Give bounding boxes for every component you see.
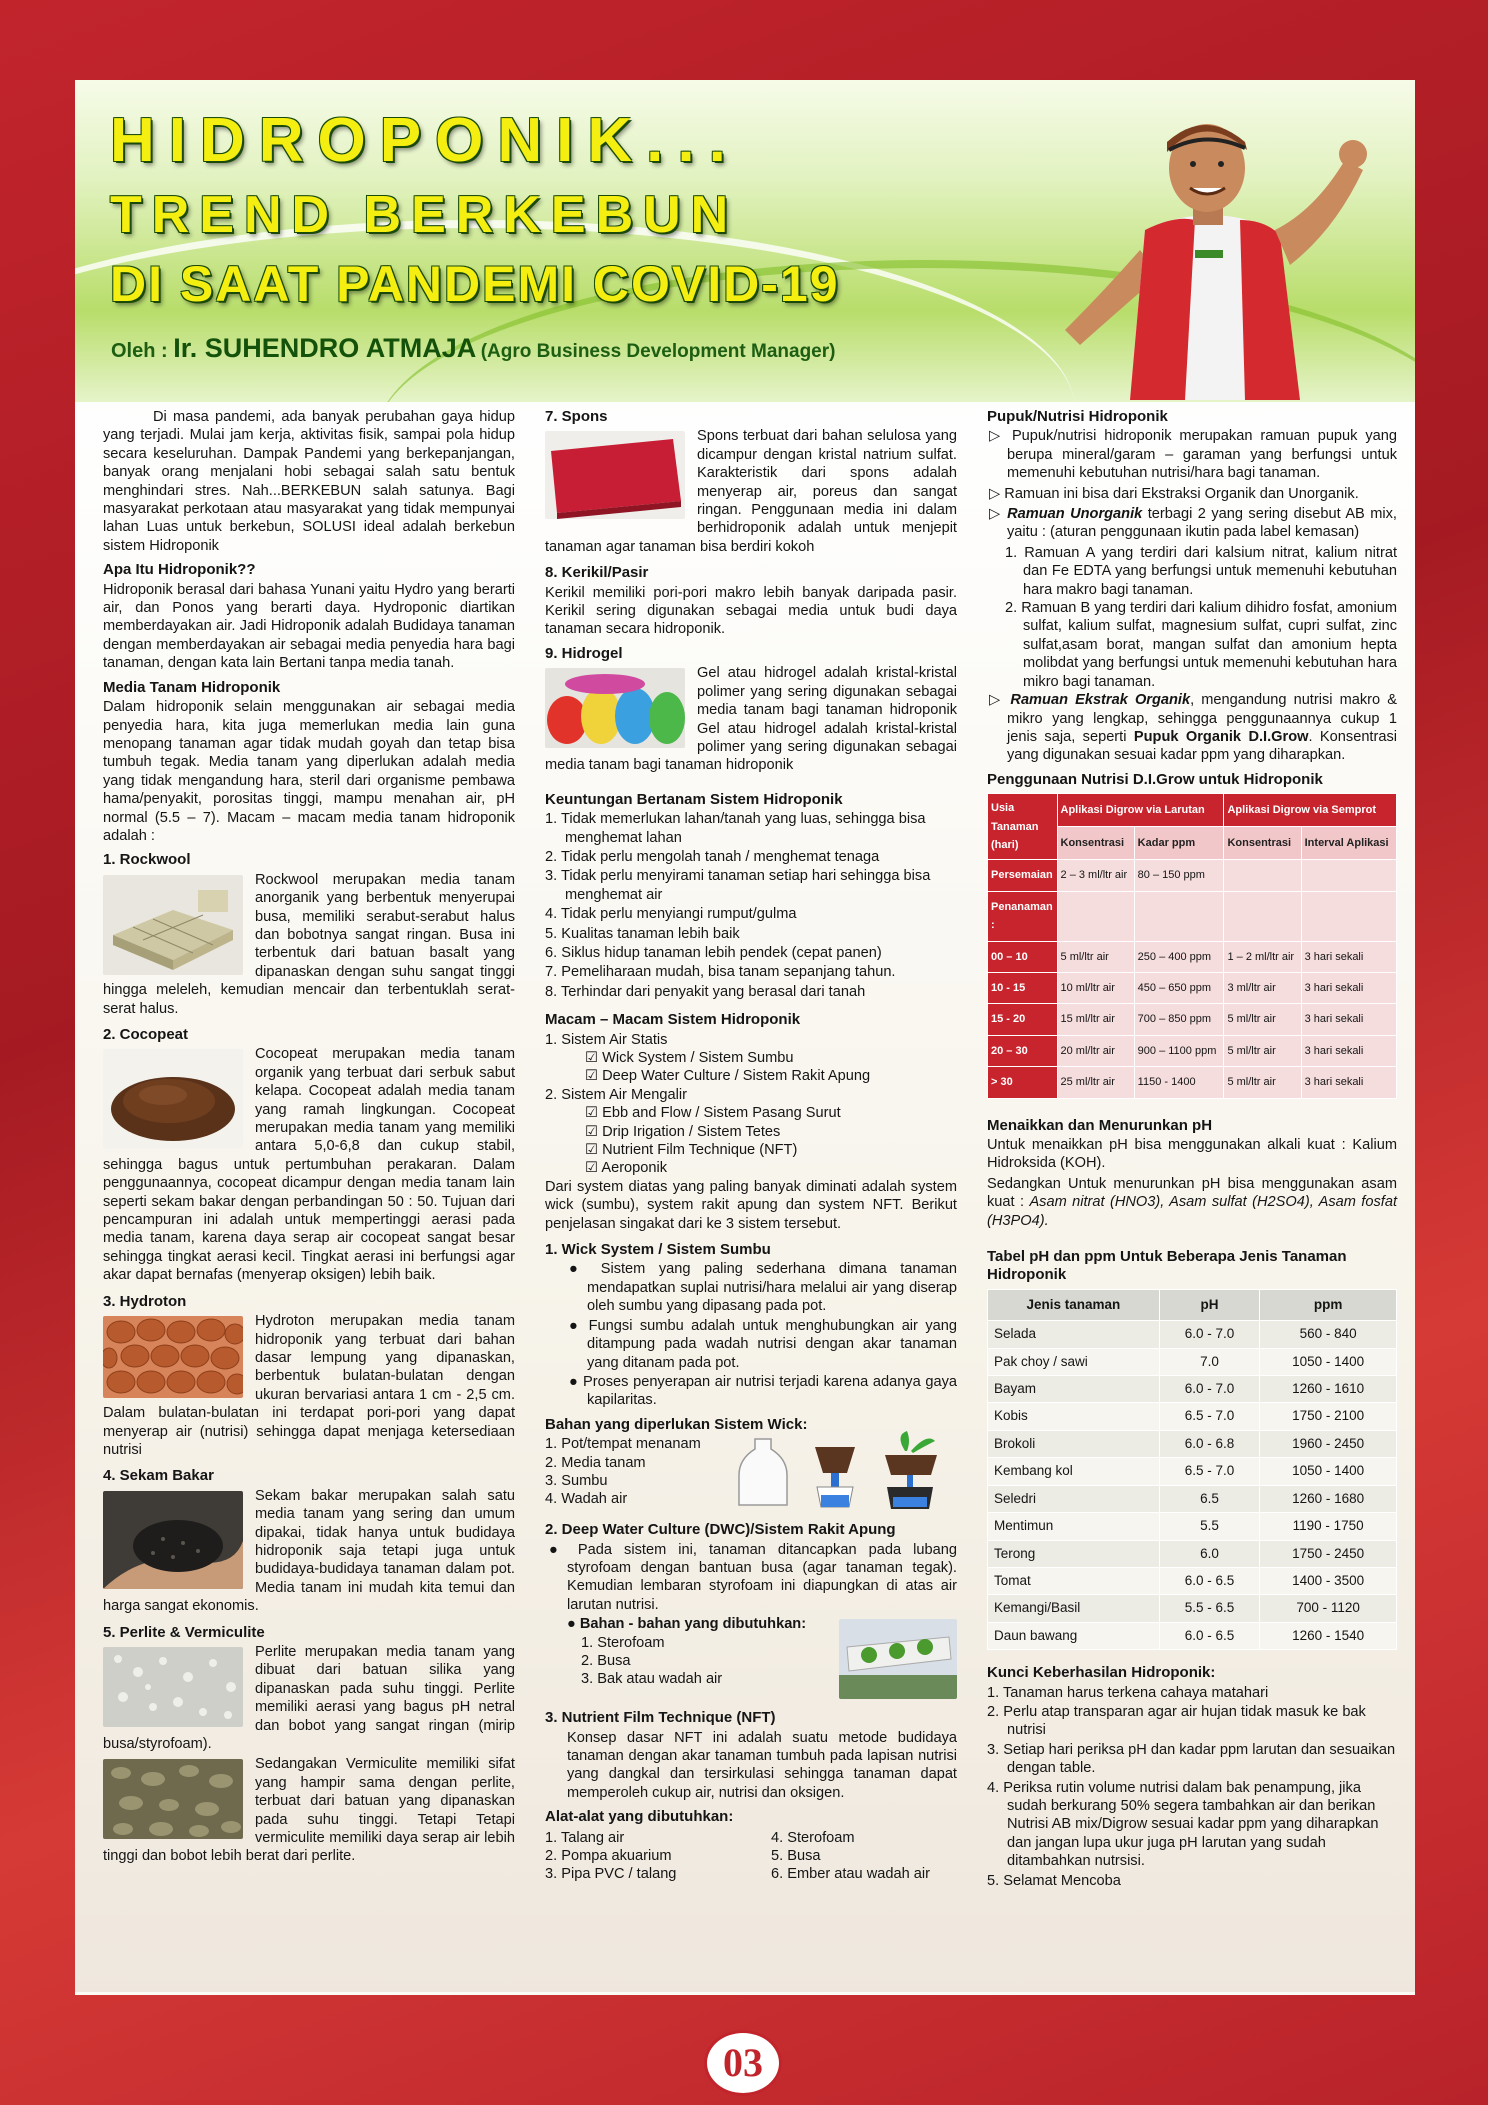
- cell: 5 ml/ltr air: [1224, 1067, 1301, 1098]
- table-row: [988, 860, 1397, 891]
- perlite-paragraph: Perlite merupakan media tanam yang dibuat dari batuan silika yang dipanaskan pada suhu tinggi. Perlite memiliki aerasi yang bagus pH netral dan bobot yang sangat ringan (mirip busa/styrofoam).: [103, 1644, 515, 1753]
- list-item: 1. Sterofoam: [581, 1634, 665, 1651]
- arrow-icon: ▷: [989, 428, 1012, 445]
- cell: 5 ml/ltr air: [1057, 941, 1134, 972]
- table-row: [988, 972, 1397, 1003]
- perlite-image: [103, 1647, 243, 1727]
- column-3: [987, 408, 1397, 1891]
- cell: 700 – 850 ppm: [1134, 1004, 1224, 1035]
- arrow-icon: ▷: [989, 692, 1011, 709]
- cell: Pak choy / sawi: [988, 1348, 1160, 1375]
- list-item: [987, 485, 1397, 503]
- spons-image: [545, 431, 685, 519]
- list-item: 2. Ramuan B yang terdiri dari kalium dihidro fosfat, amonium sulfat, kalium sulfat, magnesium sulfat, cupri sulfat, zinc sulfat,asam borat, mangan sulfat dan amonium hepta molibdat yang berfungsi untuk memenuhi kebutuhan hara mikro bagi tanaman.: [1005, 600, 1397, 690]
- table-row: [988, 1403, 1397, 1430]
- heading-dwc: 2. Deep Water Culture (DWC)/Sistem Rakit Apung: [545, 1521, 896, 1539]
- cell: 1750 - 2450: [1260, 1540, 1397, 1567]
- list-item-label: Aeroponik: [601, 1160, 668, 1177]
- heading-hydroton: 3. Hydroton: [103, 1292, 187, 1310]
- macam-paragraph: Dari system diatas yang paling banyak diminati adalah system wick (sumbu), system rakit apung dan system NFT. Berikut penjelasan singakat dari ke 3 sistem tersebut.: [545, 1178, 957, 1232]
- table-row: [988, 1540, 1397, 1567]
- cell-usia: > 30: [988, 1067, 1058, 1098]
- cell: 1960 - 2450: [1260, 1430, 1397, 1457]
- list-item: [545, 1159, 957, 1177]
- list-item: 2. Media tanam: [545, 1454, 646, 1471]
- unorganik-label: Ramuan Unorganik: [1007, 506, 1143, 523]
- list-item: [545, 1541, 957, 1615]
- table-header-row: [988, 794, 1397, 827]
- organik-brand: Pupuk Organik D.I.Grow: [1133, 728, 1309, 745]
- list-item: 1. Ramuan A yang terdiri dari kalsium nitrat, kalium nitrat dan Fe EDTA yang berfungsi untuk memenuhi kebutuhan hara makro bagi tanaman.: [1005, 544, 1397, 598]
- checkbox-icon: ☑: [585, 1123, 603, 1140]
- heading-perlite-vermiculite: 5. Perlite & Vermiculite: [103, 1623, 265, 1641]
- list-item: 2. Tidak perlu mengolah tanah / menghemat tenaga: [545, 848, 880, 865]
- heading-sekam-bakar: 4. Sekam Bakar: [103, 1467, 214, 1485]
- spons-paragraph: Spons terbuat dari bahan selulosa yang dicampur dengan kristal natrium sulfat. Karakteristik dari spons adalah menyerap air, poreus dan sangat ringan. Penggunaan media ini dalam berhidroponik adalah untuk menjepit tanaman agar tanaman bisa berdiri kokoh: [545, 428, 957, 555]
- cell: 6.5 - 7.0: [1159, 1458, 1260, 1485]
- heading-macam-sistem: Macam – Macam Sistem Hidroponik: [545, 1011, 801, 1029]
- list-item: [545, 1141, 957, 1159]
- cell: [1224, 891, 1301, 941]
- cell: 6.0 - 7.0: [1159, 1376, 1260, 1403]
- heading-alat: Alat-alat yang dibutuhkan:: [545, 1808, 734, 1826]
- ph-paragraph-2: [987, 1175, 1397, 1230]
- arrow-icon: ▷: [989, 506, 1008, 523]
- cell: Selada: [988, 1321, 1160, 1348]
- cell: 1150 - 1400: [1134, 1067, 1224, 1098]
- heading-penggunaan-nutrisi: Penggunaan Nutrisi D.I.Grow untuk Hidroponik: [987, 770, 1323, 788]
- cell: 5 ml/ltr air: [1224, 1035, 1301, 1066]
- table-row: [988, 891, 1397, 941]
- list-item-label: Drip Irigation / Sistem Tetes: [602, 1123, 781, 1140]
- list-item: 1. Talang air: [545, 1829, 625, 1846]
- list-item: [545, 1067, 957, 1085]
- cell: 3 hari sekali: [1301, 1067, 1396, 1098]
- cell: Mentimun: [988, 1513, 1160, 1540]
- col-jenis: Jenis tanaman: [988, 1289, 1160, 1320]
- column-1: [103, 408, 515, 1868]
- table-row: [988, 1458, 1397, 1485]
- list-item: 8. Terhindar dari penyakit yang berasal dari tanah: [545, 983, 866, 1000]
- ph-paragraph-1: Untuk menaikkan pH bisa menggunakan alkali kuat : Kalium Hidroksida (KOH).: [987, 1137, 1397, 1172]
- col-usia: Usia Tanaman (hari): [988, 794, 1058, 860]
- organik-list: [987, 691, 1397, 765]
- title-line-3: DI SAAT PANDEMI COVID-19: [110, 256, 840, 312]
- sistem-mengalir-label: 2. Sistem Air Mengalir: [545, 1086, 687, 1103]
- author-photo: [1045, 90, 1375, 400]
- ramuan-list: [987, 544, 1397, 691]
- organik-text-end: . Konsentrasi yang digunakan sesuai kadar ppm yang diharapkan.: [1007, 728, 1398, 764]
- bullet-icon: ●: [569, 1373, 584, 1390]
- list-item: 7. Pemeliharaan mudah, bisa tanam sepanjang tahun.: [545, 964, 896, 981]
- cell: 250 – 400 ppm: [1134, 941, 1224, 972]
- bahan-wick-block: [545, 1435, 957, 1511]
- sistem-statis-label: 1. Sistem Air Statis: [545, 1031, 668, 1048]
- bahan-dwc-label: Bahan - bahan yang dibutuhkan:: [579, 1616, 807, 1633]
- cell: 6.0: [1159, 1540, 1260, 1567]
- cell: 20 ml/ltr air: [1057, 1035, 1134, 1066]
- heading-rockwool: 1. Rockwool: [103, 851, 191, 869]
- cell: 25 ml/ltr air: [1057, 1067, 1134, 1098]
- cell: 6.5: [1159, 1485, 1260, 1512]
- cell-usia: Penanaman :: [988, 891, 1058, 941]
- list-item: [987, 691, 1397, 765]
- cell: [1057, 891, 1134, 941]
- cell: 3 hari sekali: [1301, 972, 1396, 1003]
- article-header: [75, 80, 1415, 410]
- hidrogel-image: [545, 668, 685, 748]
- list-item: 2. Perlu atap transparan agar air hujan tidak masuk ke bak nutrisi: [987, 1703, 1366, 1739]
- list-item: [545, 1123, 957, 1141]
- table-row: [988, 1348, 1397, 1375]
- checkbox-icon: ☑: [585, 1142, 603, 1159]
- cell: 6.0 - 6.5: [1159, 1567, 1260, 1594]
- heading-apa-itu-hidroponik: Apa Itu Hidroponik??: [103, 561, 256, 579]
- list-item: [987, 505, 1397, 542]
- list-item-label: Ebb and Flow / Sistem Pasang Surut: [602, 1105, 841, 1122]
- dwc-list: [545, 1541, 957, 1615]
- bullet-icon: ●: [569, 1317, 589, 1334]
- cell: Daun bawang: [988, 1622, 1160, 1649]
- cell: 5 ml/ltr air: [1224, 1004, 1301, 1035]
- col-konsentrasi: Konsentrasi: [1057, 827, 1134, 860]
- cell: 6.0 - 7.0: [1159, 1321, 1260, 1348]
- col-kadar: Kadar ppm: [1134, 827, 1224, 860]
- sistem-mengalir-list: [545, 1104, 957, 1178]
- col-larutan: Aplikasi Digrow via Larutan: [1057, 794, 1224, 827]
- heading-tabel-ph: Tabel pH dan ppm Untuk Beberapa Jenis Tanaman Hidroponik: [987, 1248, 1347, 1284]
- page-number: 03: [704, 2030, 782, 2096]
- list-item: 5. Selamat Mencoba: [987, 1872, 1121, 1889]
- list-item: 3. Bak atau wadah air: [581, 1671, 723, 1688]
- heading-spons: 7. Spons: [545, 408, 608, 425]
- hydroton-image: [103, 1316, 243, 1398]
- organik-text: , mengandung nutrisi makro & mikro yang lengkap, sehingga penggunaannya cukup 1 jenis saja, seperti: [1007, 692, 1398, 745]
- bullet-icon: ●: [567, 1616, 580, 1633]
- rockwool-image: [103, 875, 243, 975]
- bullet-icon: ●: [549, 1541, 578, 1558]
- cell: 6.5 - 7.0: [1159, 1403, 1260, 1430]
- cell: 3 hari sekali: [1301, 1004, 1396, 1035]
- col-semprot: Aplikasi Digrow via Semprot: [1224, 794, 1397, 827]
- cell: 15 ml/ltr air: [1057, 1004, 1134, 1035]
- list-item-label: Ramuan ini bisa dari Ekstraksi Organik dan Unorganik.: [1004, 485, 1359, 502]
- title-line-2: TREND BERKEBUN: [110, 186, 739, 244]
- heading-cocopeat: 2. Cocopeat: [103, 1026, 189, 1043]
- alat-lists: [545, 1829, 957, 1884]
- cell-usia: 15 - 20: [988, 1004, 1058, 1035]
- list-item: 4. Wadah air: [545, 1491, 628, 1508]
- alat-list-right: [771, 1829, 957, 1884]
- cell: 450 – 650 ppm: [1134, 972, 1224, 1003]
- cell: 1260 - 1540: [1260, 1622, 1397, 1649]
- article-sheet: [75, 80, 1415, 1995]
- cell: 5.5 - 6.5: [1159, 1595, 1260, 1622]
- table-row: [988, 1035, 1397, 1066]
- cell: Kemangi/Basil: [988, 1595, 1160, 1622]
- checkbox-icon: ☑: [585, 1105, 603, 1122]
- list-item-label: Pada sistem ini, tanaman ditancapkan pada lubang styrofoam dengan bantuan busa (agar tanaman tegak). Kemudian lembaran styrofoam ini diapungkan di atas air larutan nutrisi.: [567, 1541, 957, 1613]
- cell: 1 – 2 ml/ltr air: [1224, 941, 1301, 972]
- list-item-label: Nutrient Film Technique (NFT): [602, 1142, 798, 1159]
- heading-bahan-wick: Bahan yang diperlukan Sistem Wick:: [545, 1415, 808, 1433]
- byline: [111, 333, 835, 364]
- cocopeat-image: [103, 1049, 243, 1149]
- list-item: 4. Sterofoam: [771, 1829, 855, 1846]
- ph-text: Sedangkan Untuk menurunkan pH bisa menggunakan asam kuat :: [987, 1175, 1397, 1211]
- cell: 1190 - 1750: [1260, 1513, 1397, 1540]
- pupuk-list: [987, 427, 1397, 541]
- cell: 1050 - 1400: [1260, 1458, 1397, 1485]
- cell: Kembang kol: [988, 1458, 1160, 1485]
- hydroton-paragraph: Hydroton merupakan media tanam hidroponik yang terbuat dari bahan dasar lempung yang dipanaskan, berbentuk bulatan-bulatan dengan ukuran bervariasi antara 1 cm - 2,5 cm. Dalam bulatan-bulatan ini terdapat pori-pori yang dapat menyerap air (nutrisi) sehingga dapat menjaga ketersediaan nutrisi: [103, 1313, 515, 1458]
- list-item: 1. Tidak memerlukan lahan/tanah yang luas, sehingga bisa menghemat lahan: [545, 811, 926, 846]
- intro-paragraph: Di masa pandemi, ada banyak perubahan gaya hidup yang terjadi. Mulai jam kerja, aktivitas fisik, sampai pola hidup secara keseluruhan. Dampak Pandemi yang berkepanjangan, banyak orang menjalani hobi sebagai salah satu bentuk menghindari stres. Nah...BERKEBUN salah satunya. Bagi masyarakat perkotaan atau masyarakat yang tidak mempunyai lahan Luas untuk berkebun, SOLUSI ideal adalah berkebun sistem Hidroponik: [103, 409, 515, 554]
- list-item: 1. Pot/tempat menanam: [545, 1436, 701, 1453]
- checkbox-icon: ☑: [585, 1160, 602, 1177]
- list-item: [545, 1104, 957, 1122]
- heading-hidrogel: 9. Hidrogel: [545, 644, 623, 662]
- list-item-label: Wick System / Sistem Sumbu: [602, 1050, 794, 1066]
- heading-keuntungan: Keuntungan Bertanam Sistem Hidroponik: [545, 790, 843, 808]
- cell-usia: 20 – 30: [988, 1035, 1058, 1066]
- vermiculite-paragraph: Sedangakan Vermiculite memiliki sifat yang hampir sama dengan perlite, terbuat dari batuan yang dipanaskan pada suhu tinggi. Tetapi Tetapi vermiculite memiliki daya serap air lebih tinggi dan bobot lebih berat dari perlite.: [103, 1756, 515, 1865]
- checkbox-icon: ☑: [585, 1068, 603, 1085]
- list-item: 3. Setiap hari periksa pH dan kadar ppm larutan dan sesuaikan dengan table.: [987, 1741, 1396, 1777]
- col-ph: pH: [1159, 1289, 1260, 1320]
- cell: [1301, 860, 1396, 891]
- byline-prefix: Oleh :: [111, 340, 174, 362]
- ph-acids: Asam nitrat (HNO3), Asam sulfat (H2SO4), Asam fosfat (H3PO4).: [987, 1194, 1398, 1229]
- table-row: [988, 1622, 1397, 1649]
- list-item: 4. Periksa rutin volume nutrisi dalam bak penampung, jika sudah berkurang 50% segera tambahkan air dan berikan Nutrisi AB mix/Digrow sesuai kadar ppm yang diharapkan dan jangan lupa ukur juga pH larutan yang sudah ditambahkan nutrsisi.: [987, 1779, 1379, 1870]
- col-interval: Interval Aplikasi: [1301, 827, 1396, 860]
- table-row: [988, 1321, 1397, 1348]
- cell: 1750 - 2100: [1260, 1403, 1397, 1430]
- ph-table: [987, 1289, 1397, 1650]
- author-role: (Agro Business Development Manager): [480, 341, 836, 362]
- table-row: [988, 1567, 1397, 1594]
- col-konsentrasi-semprot: Konsentrasi: [1224, 827, 1301, 860]
- list-item-label: Fungsi sumbu adalah untuk menghubungkan air yang ditampung pada wadah nutrisi dengan akar tanaman yang ditanam pada pot.: [587, 1317, 957, 1371]
- kerikil-paragraph: Kerikil memiliki pori-pori makro lebih banyak daripada pasir. Kerikil sering digunakan sebagai media untuk budi daya tanaman secara hidroponik.: [545, 584, 957, 638]
- table-row: [988, 1430, 1397, 1457]
- list-item: [545, 1049, 957, 1067]
- cocopeat-paragraph: Cocopeat merupakan media tanam organik yang terbuat dari serbuk sabut kelapa. Cocopeat adalah media tanam yang ramah lingkungan. Cocopeat merupakan media tanam yang memiliki antara 5,0-6,8 dan cukup stabil, sehingga bagus untuk pertumbuhan perakaran. Dalam penggunaannya, cocopeat dicampur dengan media tanam lain seperti sekam bakar dengan perbandingan 50 : 50. Tujuan dari pencampuran ini adalah untuk mempertinggi aerasi pada media tanam, karena daya serap air cocopeat sangat besar sehingga tingkat aerasi kecil. Tingkat aerasi ini berfungsi agar akar dapat bernafas (menyerap oksigen) lebih baik.: [103, 1046, 515, 1284]
- arrow-icon: ▷: [989, 485, 1005, 502]
- kunci-list: [987, 1684, 1397, 1890]
- cell: Seledri: [988, 1485, 1160, 1512]
- heading-pupuk: Pupuk/Nutrisi Hidroponik: [987, 408, 1168, 425]
- article-body: [75, 402, 1415, 1992]
- cell: 7.0: [1159, 1348, 1260, 1375]
- cell: 5.5: [1159, 1513, 1260, 1540]
- apa-paragraph: Hidroponik berasal dari bahasa Yunani yaitu Hydro yang berarti air, dan Ponos yang berarti daya. Hydroponic diartikan memberdayakan air. Jadi Hidroponik adalah Budidaya tanaman dengan memberdayakan air sebagai media penyedia hara bagi tanaman, dengan kata lain Bertani tanpa media tanah.: [103, 581, 515, 672]
- cell: 700 - 1120: [1260, 1595, 1397, 1622]
- cell: 560 - 840: [1260, 1321, 1397, 1348]
- list-item: 4. Tidak perlu menyiangi rumput/gulma: [545, 906, 797, 923]
- rockwool-paragraph: Rockwool merupakan media tanam anorganik yang berbentuk menyerupai busa, memiliki serabut-serabut halus dan bobotnya sangat ringan. Busa ini terbentuk dari batuan basalt yang dipanaskan dengan suhu sangat tinggi hingga meleleh, kemudian mencair dan terbentuklah serat-serat halus.: [103, 871, 515, 1017]
- cell-usia: 10 - 15: [988, 972, 1058, 1003]
- list-item: 5. Kualitas tanaman lebih baik: [545, 925, 740, 942]
- author-name: Ir. SUHENDRO ATMAJA: [173, 333, 477, 363]
- cell: 1400 - 3500: [1260, 1567, 1397, 1594]
- cell: 6.0 - 6.5: [1159, 1622, 1260, 1649]
- bullet-icon: ●: [569, 1261, 601, 1278]
- hidrogel-paragraph: Gel atau hidrogel adalah kristal-kristal polimer yang sering digunakan sebagai media tanam bagi tanaman hidroponik Gel atau hidrogel adalah kristal-kristal polimer yang sering digunakan sebagai media tanam bagi tanaman hidroponik: [545, 665, 957, 774]
- table-row: [988, 1485, 1397, 1512]
- cell: [1301, 891, 1396, 941]
- organik-label: Ramuan Ekstrak Organik: [1010, 692, 1191, 709]
- keuntungan-list: [545, 810, 957, 1001]
- cell: 2 – 3 ml/ltr air: [1057, 860, 1134, 891]
- table-row: [988, 1376, 1397, 1403]
- wick-materials-illustration: [735, 1429, 955, 1511]
- heading-kerikil: 8. Kerikil/Pasir: [545, 564, 649, 582]
- list-item: 1. Tanaman harus terkena cahaya matahari: [987, 1684, 1269, 1701]
- unorganik-text: terbagi 2 yang sering disebut AB mix, yaitu : (aturan penggunaan ikutin pada label kemasan): [1007, 506, 1397, 541]
- list-item-label: Proses penyerapan air nutrisi terjadi karena adanya gaya kapilaritas.: [583, 1373, 957, 1409]
- sekam-bakar-image: [103, 1491, 243, 1589]
- table-row: [988, 941, 1397, 972]
- cell: 6.0 - 6.8: [1159, 1430, 1260, 1457]
- alat-list-left: [545, 1829, 731, 1884]
- cell: 1050 - 1400: [1260, 1348, 1397, 1375]
- col-ppm: ppm: [1260, 1289, 1397, 1320]
- list-item: 2. Busa: [581, 1652, 631, 1669]
- cell: 3 ml/ltr air: [1224, 972, 1301, 1003]
- list-item: [545, 1260, 957, 1315]
- cell: Terong: [988, 1540, 1160, 1567]
- cell-usia: Persemaian: [988, 860, 1058, 891]
- cell: Bayam: [988, 1376, 1160, 1403]
- list-item: 6. Siklus hidup tanaman lebih pendek (cepat panen): [545, 944, 882, 961]
- cell: 10 ml/ltr air: [1057, 972, 1134, 1003]
- list-item: [545, 1373, 957, 1410]
- heading-ph: Menaikkan dan Menurunkan pH: [987, 1116, 1213, 1134]
- cell: 3 hari sekali: [1301, 1035, 1396, 1066]
- vermiculite-image: [103, 1759, 243, 1839]
- sekam-bakar-paragraph: Sekam bakar merupakan salah satu media tanam yang sering dan umum dipakai, tidak hanya untuk budidaya hidroponik saja tetapi juga untuk budidaya-budidaya tanaman dalam pot. Media tanam ini mudah kita temui dan harga sangat ekonomis.: [103, 1487, 515, 1615]
- list-item: 3. Tidak perlu menyirami tanaman setiap hari sehingga bisa menghemat air: [545, 868, 931, 903]
- dwc-image: [839, 1619, 957, 1699]
- table-row: [988, 1004, 1397, 1035]
- heading-wick-system: 1. Wick System / Sistem Sumbu: [545, 1241, 771, 1259]
- list-item: 3. Sumbu: [545, 1472, 608, 1489]
- cell-usia: 00 – 10: [988, 941, 1058, 972]
- table-row: [988, 1067, 1397, 1098]
- cell: 1260 - 1610: [1260, 1376, 1397, 1403]
- list-item: 2. Pompa akuarium: [545, 1848, 672, 1864]
- table-header-row: [988, 1289, 1397, 1320]
- list-item: 6. Ember atau wadah air: [771, 1866, 930, 1883]
- list-item: [545, 1317, 957, 1372]
- column-2: [545, 408, 957, 1884]
- media-paragraph: Dalam hidroponik selain menggunakan air sebagai media penyedia hara, kita juga memerlukan media lain guna menopang tanaman agar tidak mudah goyah dan tetap bisa tumbuh tegak. Media tanam yang diperlukan adalah media yang tidak mengandung hara, steril dari organisme pembawa hama/penyakit, porositas tinggi, mampu menahan air, pH normal (5.5 – 7). Macam – macam media tanam hidroponik adalah :: [103, 699, 515, 844]
- table-row: [988, 1595, 1397, 1622]
- table-row: [988, 1513, 1397, 1540]
- cell: Tomat: [988, 1567, 1160, 1594]
- heading-kunci: Kunci Keberhasilan Hidroponik:: [987, 1664, 1216, 1682]
- cell: 3 hari sekali: [1301, 941, 1396, 972]
- checkbox-icon: ☑: [585, 1050, 603, 1066]
- sistem-statis-list: [545, 1049, 957, 1086]
- list-item-label: Pupuk/nutrisi hidroponik merupakan ramuan pupuk yang berupa mineral/garam – garaman yang berfungsi untuk memenuhi kebutuhan nutrisi/hara bagi tanaman.: [1007, 428, 1397, 482]
- wick-list: [545, 1260, 957, 1409]
- list-item-label: Sistem yang paling sederhana dimana tanaman mendapatkan suplai nutrisi/hara melalui air yang diserap oleh sumbu yang dipasang pada pot.: [587, 1261, 957, 1315]
- cell: 80 – 150 ppm: [1134, 860, 1224, 891]
- cell: 1260 - 1680: [1260, 1485, 1397, 1512]
- list-item: [987, 427, 1397, 482]
- cell: Brokoli: [988, 1430, 1160, 1457]
- cell: [1134, 891, 1224, 941]
- heading-media-tanam: Media Tanam Hidroponik: [103, 678, 281, 696]
- title-line-1: HIDROPONIK...: [110, 106, 740, 175]
- cell: Kobis: [988, 1403, 1160, 1430]
- nutrisi-table: [987, 793, 1397, 1098]
- cell: 900 – 1100 ppm: [1134, 1035, 1224, 1066]
- heading-nft: 3. Nutrient Film Technique (NFT): [545, 1709, 776, 1727]
- list-item: 3. Pipa PVC / talang: [545, 1866, 677, 1883]
- list-item: 5. Busa: [771, 1848, 821, 1864]
- nft-paragraph: Konsep dasar NFT ini adalah suatu metode budidaya tanaman dengan akar tanaman tumbuh pada lapisan nutrisi yang dangkal dan tersirkulasi sehingga tanaman dapat memperoleh cukup air, nutrisi dan oksigen.: [567, 1729, 957, 1801]
- list-item-label: Deep Water Culture / Sistem Rakit Apung: [602, 1068, 871, 1085]
- cell: [1224, 860, 1301, 891]
